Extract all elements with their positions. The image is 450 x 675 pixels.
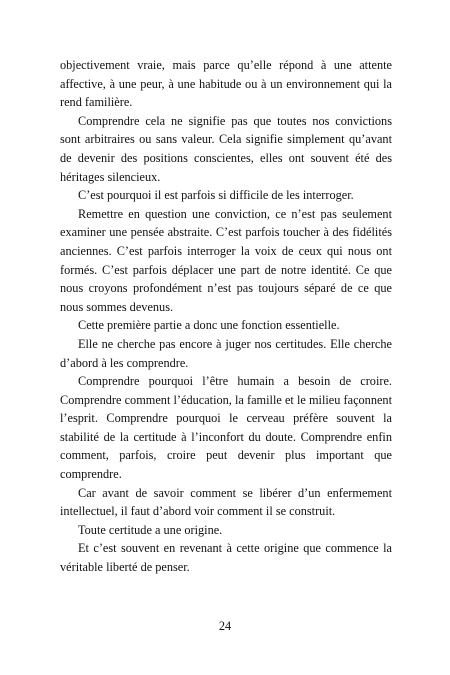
paragraph: Elle ne cherche pas encore à juger nos certitudes. Elle cherche d’abord à les comprendre. bbox=[60, 336, 392, 370]
paragraph: Et c’est souvent en revenant à cette origine que commence la véritable liberté de penser. bbox=[60, 541, 392, 575]
page-number: 24 bbox=[218, 619, 232, 633]
paragraph: Comprendre pourquoi l’être humain a besoin de croire. Comprendre comment l’éducation, la famille et le milieu façonnent l’esprit. Comprendre pourquoi le cerveau préfère souvent la stabilité de la certitude à l’inconfort du doute. Comprendre enfin comment, parfois, croire peut devenir plus important que comprendre. bbox=[60, 374, 392, 482]
paragraph: Toute certitude a une origine. bbox=[78, 522, 223, 537]
body-text bbox=[60, 56, 392, 577]
paragraph: Car avant de savoir comment se libérer d’un enfermement intellectuel, il faut d’abord voir comment il se construit. bbox=[60, 485, 392, 519]
paragraph: C’est pourquoi il est parfois si difficile de les interroger. bbox=[78, 188, 354, 203]
paragraph: Comprendre cela ne signifie pas que toutes nos convictions sont arbitraires ou sans valeur. Cela signifie simplement qu’avant de devenir des positions conscientes, elles ont souvent été des héritages silencieux. bbox=[60, 113, 392, 184]
paragraph: Remettre en question une conviction, ce n’est pas seulement examiner une pensée abstraite. C’est parfois toucher à des fidélités anciennes. C’est parfois interroger la voix de ceux qui nous ont formés. C’est parfois déplacer une part de notre identité. Ce que nous croyons profondément n’est pas toujours séparé de ce que nous sommes devenus. bbox=[60, 206, 392, 314]
paragraph-continued: objectivement vraie, mais parce qu’elle répond à une attente affective, à une peur, à une habitude ou à un environnement qui la rend familière. bbox=[60, 58, 392, 110]
paragraph: Cette première partie a donc une fonction essentielle. bbox=[78, 318, 340, 333]
